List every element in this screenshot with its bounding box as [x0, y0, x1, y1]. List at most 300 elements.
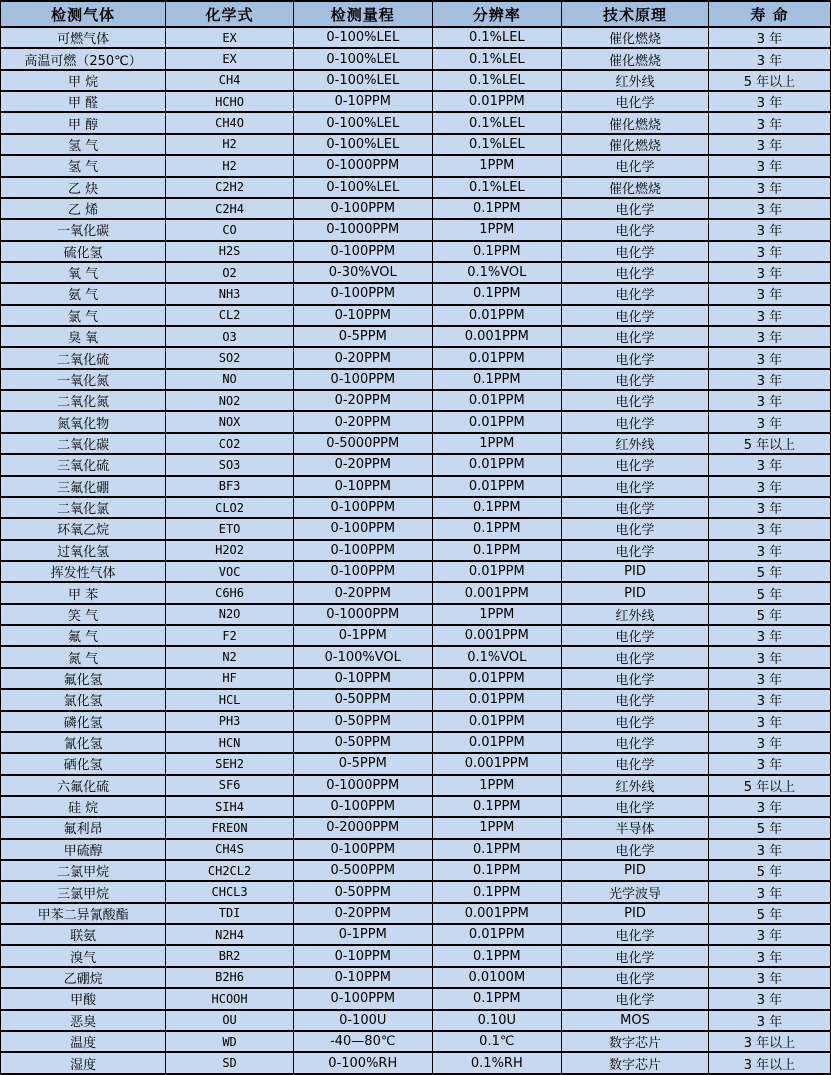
table-row	[1, 369, 831, 390]
formula-cell: SEH2	[166, 753, 294, 774]
range-cell: 0-1000PPM	[293, 775, 432, 796]
lifespan-cell: 3 年	[708, 540, 830, 561]
gas-name-cell: 氮 气	[1, 646, 166, 667]
formula-cell: NH3	[166, 283, 294, 304]
formula-cell: C6H6	[166, 582, 294, 603]
resolution-cell: 1PPM	[432, 433, 561, 454]
range-cell: 0-100PPM	[293, 241, 432, 262]
lifespan-cell: 3 年	[708, 326, 830, 347]
principle-cell: PID	[562, 860, 709, 881]
column-header-lifespan: 寿 命	[708, 1, 830, 27]
table-row	[1, 283, 831, 304]
formula-cell: SF6	[166, 775, 294, 796]
range-cell: 0-5000PPM	[293, 433, 432, 454]
resolution-cell: 0.1PPM	[432, 860, 561, 881]
range-cell: 0-100%LEL	[293, 70, 432, 91]
resolution-cell: 0.01PPM	[432, 732, 561, 753]
formula-cell: CH4S	[166, 839, 294, 860]
table-row	[1, 796, 831, 817]
resolution-cell: 0.1PPM	[432, 881, 561, 902]
range-cell: 0-20PPM	[293, 347, 432, 368]
lifespan-cell: 3 年	[708, 177, 830, 198]
lifespan-cell: 3 年	[708, 134, 830, 155]
principle-cell: 电化学	[562, 283, 709, 304]
resolution-cell: 0.01PPM	[432, 305, 561, 326]
resolution-cell: 0.1%RH	[432, 1052, 561, 1074]
lifespan-cell: 3 年	[708, 369, 830, 390]
resolution-cell: 0.1%LEL	[432, 48, 561, 69]
lifespan-cell: 5 年	[708, 604, 830, 625]
resolution-cell: 0.001PPM	[432, 903, 561, 924]
resolution-cell: 0.01PPM	[432, 476, 561, 497]
lifespan-cell: 3 年	[708, 347, 830, 368]
resolution-cell: 0.1PPM	[432, 283, 561, 304]
principle-cell: 电化学	[562, 540, 709, 561]
formula-cell: SIH4	[166, 796, 294, 817]
lifespan-cell: 3 年	[708, 390, 830, 411]
formula-cell: CL2	[166, 305, 294, 326]
resolution-cell: 0.001PPM	[432, 753, 561, 774]
principle-cell: 电化学	[562, 668, 709, 689]
table-row	[1, 860, 831, 881]
table-row	[1, 582, 831, 603]
formula-cell: N2	[166, 646, 294, 667]
gas-name-cell: 氰化氢	[1, 732, 166, 753]
resolution-cell: 0.1PPM	[432, 839, 561, 860]
resolution-cell: 0.01PPM	[432, 689, 561, 710]
table-row	[1, 518, 831, 539]
principle-cell: PID	[562, 903, 709, 924]
principle-cell: 电化学	[562, 411, 709, 432]
range-cell: 0-100PPM	[293, 283, 432, 304]
resolution-cell: 0.01PPM	[432, 454, 561, 475]
table-row	[1, 1052, 831, 1074]
principle-cell: 电化学	[562, 305, 709, 326]
principle-cell: 电化学	[562, 390, 709, 411]
formula-cell: EX	[166, 48, 294, 69]
formula-cell: EX	[166, 27, 294, 48]
lifespan-cell: 3 年	[708, 881, 830, 902]
range-cell: 0-2000PPM	[293, 817, 432, 838]
resolution-cell: 0.01PPM	[432, 390, 561, 411]
column-header-formula: 化学式	[166, 1, 294, 27]
table-row	[1, 70, 831, 91]
formula-cell: HF	[166, 668, 294, 689]
principle-cell: 电化学	[562, 518, 709, 539]
table-row	[1, 411, 831, 432]
range-cell: 0-20PPM	[293, 411, 432, 432]
formula-cell: CO2	[166, 433, 294, 454]
lifespan-cell: 5 年以上	[708, 433, 830, 454]
gas-name-cell: 环氧乙烷	[1, 518, 166, 539]
table-row	[1, 390, 831, 411]
principle-cell: 电化学	[562, 347, 709, 368]
lifespan-cell: 3 年	[708, 219, 830, 240]
gas-name-cell: 二氯甲烷	[1, 860, 166, 881]
lifespan-cell: 3 年	[708, 476, 830, 497]
gas-name-cell: 高温可燃（250℃）	[1, 48, 166, 69]
gas-name-cell: 甲苯二异氰酸酯	[1, 903, 166, 924]
formula-cell: CH4	[166, 70, 294, 91]
gas-name-cell: 氧 气	[1, 262, 166, 283]
formula-cell: N2H4	[166, 924, 294, 945]
resolution-cell: 1PPM	[432, 817, 561, 838]
principle-cell: 电化学	[562, 646, 709, 667]
gas-name-cell: 六氟化硫	[1, 775, 166, 796]
lifespan-cell: 3 年以上	[708, 1031, 830, 1052]
range-cell: 0-1PPM	[293, 924, 432, 945]
gas-name-cell: 二氧化硫	[1, 347, 166, 368]
formula-cell: VOC	[166, 561, 294, 582]
range-cell: 0-1000PPM	[293, 604, 432, 625]
table-row	[1, 817, 831, 838]
gas-name-cell: 甲 醇	[1, 112, 166, 133]
principle-cell: 催化燃烧	[562, 27, 709, 48]
table-row	[1, 347, 831, 368]
table-row	[1, 967, 831, 988]
gas-name-cell: 硫化氢	[1, 241, 166, 262]
table-row	[1, 604, 831, 625]
range-cell: 0-20PPM	[293, 390, 432, 411]
range-cell: 0-100PPM	[293, 518, 432, 539]
principle-cell: 催化燃烧	[562, 134, 709, 155]
lifespan-cell: 3 年	[708, 646, 830, 667]
principle-cell: 电化学	[562, 924, 709, 945]
gas-name-cell: 二氧化氮	[1, 390, 166, 411]
gas-name-cell: 乙硼烷	[1, 967, 166, 988]
principle-cell: 电化学	[562, 732, 709, 753]
resolution-cell: 0.001PPM	[432, 582, 561, 603]
formula-cell: O3	[166, 326, 294, 347]
gas-name-cell: 氟 气	[1, 625, 166, 646]
lifespan-cell: 3 年	[708, 839, 830, 860]
table-row	[1, 91, 831, 112]
table-row	[1, 134, 831, 155]
range-cell: 0-100PPM	[293, 988, 432, 1009]
principle-cell: 电化学	[562, 91, 709, 112]
resolution-cell: 0.1PPM	[432, 198, 561, 219]
principle-cell: 电化学	[562, 689, 709, 710]
range-cell: 0-10PPM	[293, 91, 432, 112]
principle-cell: 电化学	[562, 262, 709, 283]
lifespan-cell: 5 年以上	[708, 775, 830, 796]
principle-cell: 电化学	[562, 476, 709, 497]
table-row	[1, 625, 831, 646]
range-cell: 0-100PPM	[293, 540, 432, 561]
resolution-cell: 0.1%LEL	[432, 27, 561, 48]
table-row	[1, 454, 831, 475]
gas-name-cell: 湿度	[1, 1052, 166, 1074]
range-cell: 0-100PPM	[293, 497, 432, 518]
principle-cell: 电化学	[562, 241, 709, 262]
formula-cell: HCL	[166, 689, 294, 710]
principle-cell: 催化燃烧	[562, 48, 709, 69]
table-row	[1, 48, 831, 69]
range-cell: 0-20PPM	[293, 903, 432, 924]
principle-cell: 电化学	[562, 796, 709, 817]
lifespan-cell: 3 年	[708, 283, 830, 304]
resolution-cell: 0.0100M	[432, 967, 561, 988]
principle-cell: 电化学	[562, 219, 709, 240]
resolution-cell: 0.01PPM	[432, 561, 561, 582]
range-cell: 0-30%VOL	[293, 262, 432, 283]
formula-cell: H2O2	[166, 540, 294, 561]
gas-name-cell: 硅 烷	[1, 796, 166, 817]
principle-cell: 红外线	[562, 70, 709, 91]
principle-cell: 电化学	[562, 711, 709, 732]
lifespan-cell: 3 年	[708, 753, 830, 774]
table-row	[1, 668, 831, 689]
lifespan-cell: 5 年	[708, 561, 830, 582]
range-cell: 0-100PPM	[293, 561, 432, 582]
principle-cell: 电化学	[562, 369, 709, 390]
formula-cell: CLO2	[166, 497, 294, 518]
table-row	[1, 155, 831, 176]
formula-cell: SO3	[166, 454, 294, 475]
table-row	[1, 561, 831, 582]
lifespan-cell: 5 年以上	[708, 70, 830, 91]
table-row	[1, 646, 831, 667]
range-cell: 0-20PPM	[293, 454, 432, 475]
table-row	[1, 711, 831, 732]
principle-cell: 电化学	[562, 753, 709, 774]
table-row	[1, 540, 831, 561]
principle-cell: 红外线	[562, 604, 709, 625]
formula-cell: BF3	[166, 476, 294, 497]
gas-name-cell: 甲 醛	[1, 91, 166, 112]
gas-name-cell: 甲硫醇	[1, 839, 166, 860]
formula-cell: C2H4	[166, 198, 294, 219]
gas-name-cell: 三氟化硼	[1, 476, 166, 497]
resolution-cell: 0.1PPM	[432, 945, 561, 966]
range-cell: 0-50PPM	[293, 711, 432, 732]
lifespan-cell: 3 年	[708, 945, 830, 966]
formula-cell: O2	[166, 262, 294, 283]
lifespan-cell: 3 年	[708, 988, 830, 1009]
principle-cell: 电化学	[562, 839, 709, 860]
gas-name-cell: 氟利昂	[1, 817, 166, 838]
range-cell: 0-50PPM	[293, 689, 432, 710]
gas-name-cell: 氢 气	[1, 134, 166, 155]
formula-cell: F2	[166, 625, 294, 646]
formula-cell: SD	[166, 1052, 294, 1074]
lifespan-cell: 3 年	[708, 796, 830, 817]
table-row	[1, 988, 831, 1009]
table-row	[1, 219, 831, 240]
resolution-cell: 0.001PPM	[432, 326, 561, 347]
formula-cell: H2S	[166, 241, 294, 262]
table-row	[1, 1010, 831, 1031]
resolution-cell: 0.01PPM	[432, 668, 561, 689]
header-row	[1, 1, 831, 27]
resolution-cell: 1PPM	[432, 155, 561, 176]
lifespan-cell: 3 年	[708, 27, 830, 48]
formula-cell: WD	[166, 1031, 294, 1052]
resolution-cell: 0.1%VOL	[432, 262, 561, 283]
resolution-cell: 0.01PPM	[432, 924, 561, 945]
lifespan-cell: 3 年	[708, 732, 830, 753]
principle-cell: PID	[562, 561, 709, 582]
lifespan-cell: 3 年	[708, 112, 830, 133]
lifespan-cell: 5 年	[708, 817, 830, 838]
table-row	[1, 689, 831, 710]
formula-cell: H2	[166, 134, 294, 155]
gas-name-cell: 甲 苯	[1, 582, 166, 603]
range-cell: 0-10PPM	[293, 305, 432, 326]
lifespan-cell: 3 年	[708, 668, 830, 689]
formula-cell: CO	[166, 219, 294, 240]
gas-name-cell: 氯化氢	[1, 689, 166, 710]
gas-name-cell: 甲 烷	[1, 70, 166, 91]
gas-name-cell: 温度	[1, 1031, 166, 1052]
range-cell: 0-100%LEL	[293, 48, 432, 69]
gas-name-cell: 联氨	[1, 924, 166, 945]
gas-name-cell: 臭 氧	[1, 326, 166, 347]
resolution-cell: 0.1%VOL	[432, 646, 561, 667]
resolution-cell: 0.1PPM	[432, 540, 561, 561]
table-row	[1, 476, 831, 497]
range-cell: 0-100%LEL	[293, 27, 432, 48]
gas-name-cell: 一氧化碳	[1, 219, 166, 240]
gas-name-cell: 过氧化氢	[1, 540, 166, 561]
principle-cell: 电化学	[562, 326, 709, 347]
lifespan-cell: 3 年	[708, 155, 830, 176]
table-row	[1, 753, 831, 774]
table-row	[1, 326, 831, 347]
principle-cell: 电化学	[562, 155, 709, 176]
principle-cell: 红外线	[562, 775, 709, 796]
lifespan-cell: 5 年	[708, 582, 830, 603]
lifespan-cell: 3 年	[708, 967, 830, 988]
column-header-principle: 技术原理	[562, 1, 709, 27]
formula-cell: HCOOH	[166, 988, 294, 1009]
table-row	[1, 924, 831, 945]
gas-name-cell: 二氧化氯	[1, 497, 166, 518]
range-cell: 0-100PPM	[293, 369, 432, 390]
principle-cell: 电化学	[562, 198, 709, 219]
gas-name-cell: 磷化氢	[1, 711, 166, 732]
range-cell: 0-10PPM	[293, 668, 432, 689]
range-cell: 0-100U	[293, 1010, 432, 1031]
principle-cell: 光学波导	[562, 881, 709, 902]
range-cell: 0-100PPM	[293, 198, 432, 219]
range-cell: 0-1000PPM	[293, 155, 432, 176]
range-cell: 0-20PPM	[293, 582, 432, 603]
formula-cell: CH2CL2	[166, 860, 294, 881]
column-header-resolution: 分辨率	[432, 1, 561, 27]
formula-cell: H2	[166, 155, 294, 176]
range-cell: 0-5PPM	[293, 753, 432, 774]
lifespan-cell: 3 年	[708, 262, 830, 283]
principle-cell: 数字芯片	[562, 1031, 709, 1052]
gas-name-cell: 甲酸	[1, 988, 166, 1009]
resolution-cell: 0.1PPM	[432, 988, 561, 1009]
gas-name-cell: 溴气	[1, 945, 166, 966]
table-row	[1, 497, 831, 518]
resolution-cell: 0.001PPM	[432, 625, 561, 646]
range-cell: 0-10PPM	[293, 476, 432, 497]
range-cell: 0-10PPM	[293, 967, 432, 988]
gas-name-cell: 氟化氢	[1, 668, 166, 689]
table-row	[1, 903, 831, 924]
range-cell: 0-50PPM	[293, 881, 432, 902]
gas-name-cell: 氨 气	[1, 283, 166, 304]
table-row	[1, 433, 831, 454]
gas-name-cell: 笑 气	[1, 604, 166, 625]
lifespan-cell: 3 年	[708, 241, 830, 262]
range-cell: 0-1PPM	[293, 625, 432, 646]
table-row	[1, 305, 831, 326]
resolution-cell: 0.01PPM	[432, 411, 561, 432]
table-row	[1, 27, 831, 48]
lifespan-cell: 5 年	[708, 860, 830, 881]
principle-cell: 电化学	[562, 454, 709, 475]
gas-name-cell: 氢 气	[1, 155, 166, 176]
principle-cell: MOS	[562, 1010, 709, 1031]
resolution-cell: 0.10U	[432, 1010, 561, 1031]
range-cell: 0-100PPM	[293, 796, 432, 817]
range-cell: 0-100%VOL	[293, 646, 432, 667]
resolution-cell: 0.1%LEL	[432, 134, 561, 155]
range-cell: 0-1000PPM	[293, 219, 432, 240]
lifespan-cell: 3 年	[708, 48, 830, 69]
lifespan-cell: 3 年	[708, 91, 830, 112]
principle-cell: 催化燃烧	[562, 177, 709, 198]
table-row	[1, 198, 831, 219]
principle-cell: 催化燃烧	[562, 112, 709, 133]
column-header-gas: 检测气体	[1, 1, 166, 27]
gas-name-cell: 三氧化硫	[1, 454, 166, 475]
gas-name-cell: 二氧化碳	[1, 433, 166, 454]
range-cell: 0-100%RH	[293, 1052, 432, 1074]
principle-cell: 电化学	[562, 625, 709, 646]
formula-cell: NO	[166, 369, 294, 390]
range-cell: -40—80℃	[293, 1031, 432, 1052]
principle-cell: 电化学	[562, 967, 709, 988]
resolution-cell: 0.1%LEL	[432, 112, 561, 133]
resolution-cell: 0.1PPM	[432, 518, 561, 539]
resolution-cell: 0.1PPM	[432, 369, 561, 390]
formula-cell: PH3	[166, 711, 294, 732]
resolution-cell: 0.01PPM	[432, 347, 561, 368]
table-row	[1, 839, 831, 860]
gas-name-cell: 乙 炔	[1, 177, 166, 198]
table-row	[1, 262, 831, 283]
table-row	[1, 1031, 831, 1052]
formula-cell: HCN	[166, 732, 294, 753]
resolution-cell: 0.1%LEL	[432, 70, 561, 91]
formula-cell: HCHO	[166, 91, 294, 112]
principle-cell: PID	[562, 582, 709, 603]
formula-cell: SO2	[166, 347, 294, 368]
table-row	[1, 945, 831, 966]
lifespan-cell: 3 年	[708, 518, 830, 539]
resolution-cell: 1PPM	[432, 219, 561, 240]
gas-name-cell: 乙 烯	[1, 198, 166, 219]
lifespan-cell: 3 年	[708, 689, 830, 710]
gas-name-cell: 可燃气体	[1, 27, 166, 48]
resolution-cell: 0.1%LEL	[432, 177, 561, 198]
range-cell: 0-5PPM	[293, 326, 432, 347]
range-cell: 0-100%LEL	[293, 177, 432, 198]
formula-cell: B2H6	[166, 967, 294, 988]
resolution-cell: 0.1PPM	[432, 497, 561, 518]
lifespan-cell: 3 年	[708, 497, 830, 518]
table-row	[1, 881, 831, 902]
table-row	[1, 112, 831, 133]
gas-name-cell: 一氧化氮	[1, 369, 166, 390]
range-cell: 0-100%LEL	[293, 134, 432, 155]
